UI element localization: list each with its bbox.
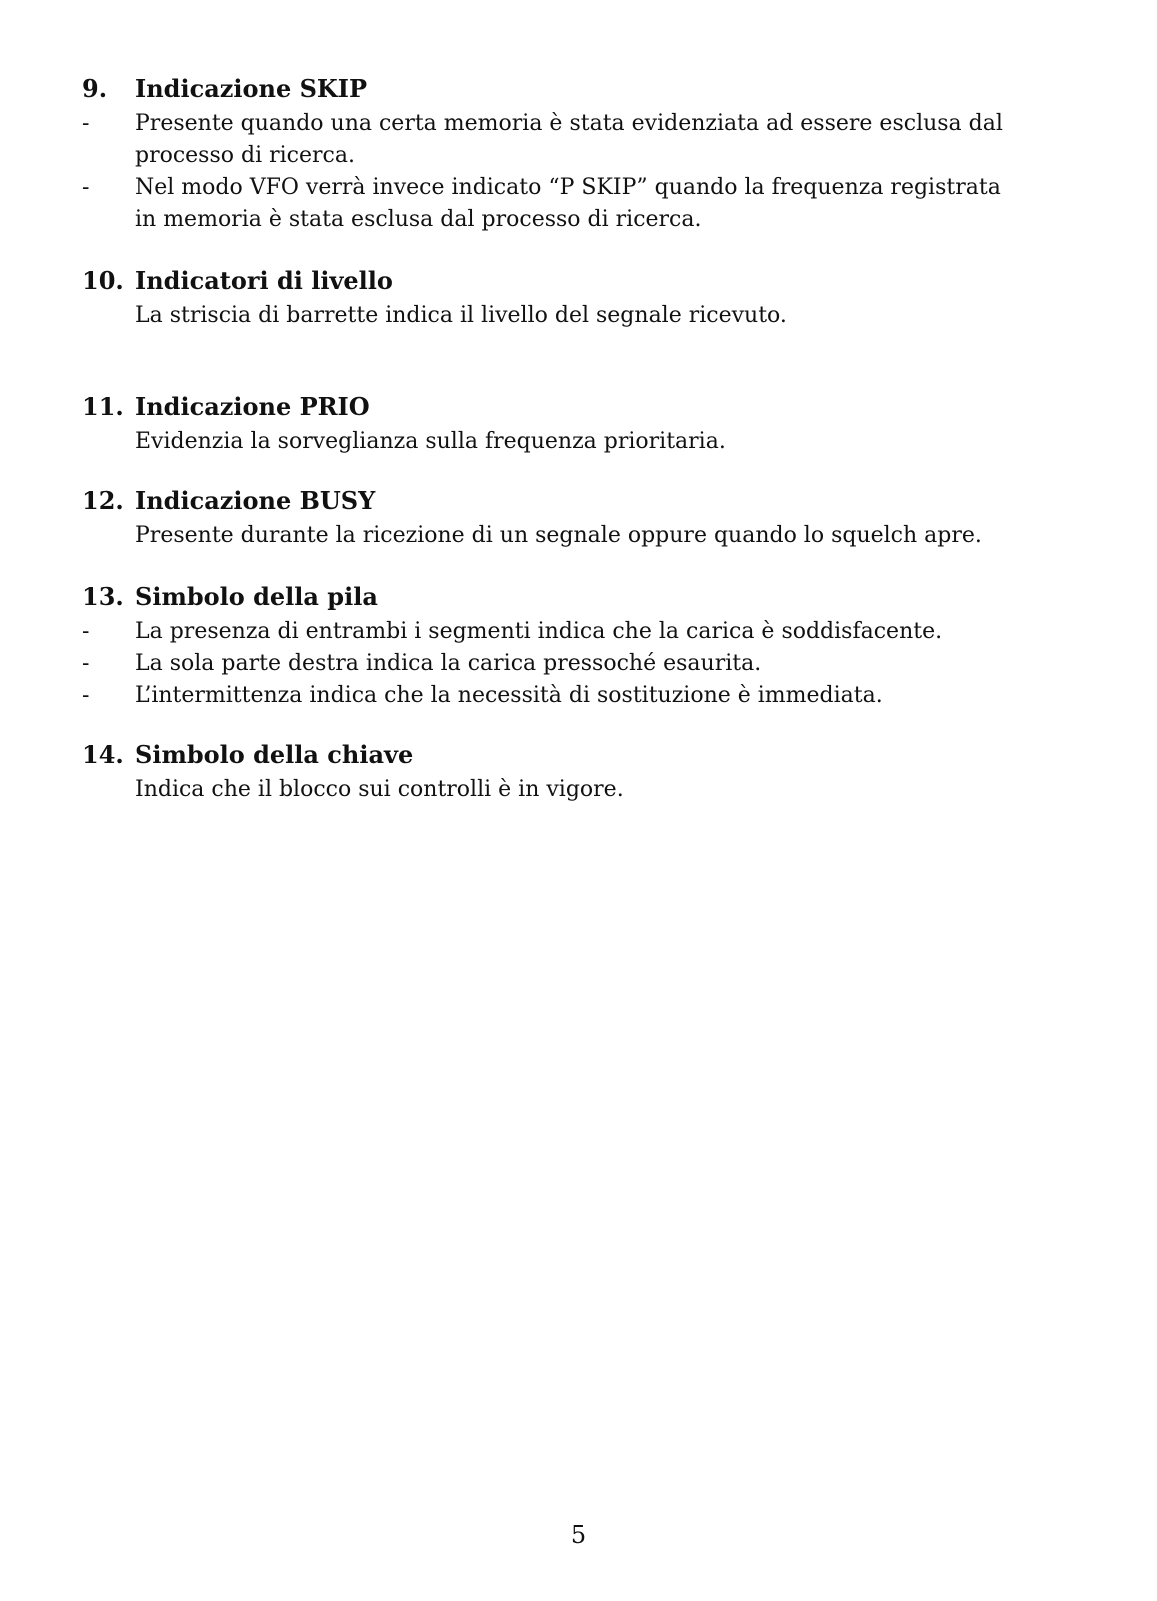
section-title: Indicatori di livello	[135, 266, 393, 295]
section-10	[82, 266, 1082, 332]
section-text: Presente durante la ricezione di un segnale oppure quando lo squelch apre.	[135, 523, 982, 548]
list-item	[82, 172, 1082, 204]
list-item	[82, 108, 1082, 140]
section-title: Simbolo della pila	[135, 582, 378, 611]
section-heading	[82, 582, 1082, 616]
bullet-dash: -	[82, 683, 90, 708]
bullet-dash: -	[82, 651, 90, 676]
section-text: Indica che il blocco sui controlli è in vigore.	[135, 777, 624, 802]
bullet-dash: -	[82, 619, 90, 644]
section-12	[82, 486, 1082, 552]
list-item-text: La sola parte destra indica la carica pressoché esaurita.	[135, 651, 762, 676]
section-heading	[82, 392, 1082, 426]
section-14	[82, 740, 1082, 806]
section-text: Evidenzia la sorveglianza sulla frequenza prioritaria.	[135, 429, 726, 454]
list-item	[82, 616, 1082, 648]
list-item-continuation: processo di ricerca.	[135, 143, 355, 168]
bullet-dash: -	[82, 175, 90, 200]
list-item-text: La presenza di entrambi i segmenti indica che la carica è soddisfacente.	[135, 619, 943, 644]
list-item	[82, 648, 1082, 680]
section-number: 12.	[82, 486, 124, 515]
section-number: 13.	[82, 582, 124, 611]
section-heading	[82, 74, 1082, 108]
section-13	[82, 582, 1082, 712]
section-heading	[82, 740, 1082, 774]
page-number: 5	[570, 1521, 587, 1549]
section-number: 11.	[82, 392, 124, 421]
section-title: Indicazione PRIO	[135, 392, 370, 421]
list-item	[82, 680, 1082, 712]
section-title: Simbolo della chiave	[135, 740, 414, 769]
list-item-text: L’intermittenza indica che la necessità di sostituzione è immediata.	[135, 683, 883, 708]
list-item-text: Nel modo VFO verrà invece indicato “P SKIP” quando la frequenza registrata	[135, 175, 1001, 200]
bullet-dash: -	[82, 111, 90, 136]
section-heading	[82, 486, 1082, 520]
section-number: 10.	[82, 266, 124, 295]
section-title: Indicazione BUSY	[135, 486, 376, 515]
section-9	[82, 74, 1082, 236]
list-item-text: Presente quando una certa memoria è stata evidenziata ad essere esclusa dal	[135, 111, 1003, 136]
section-11	[82, 392, 1082, 458]
section-title: Indicazione SKIP	[135, 74, 368, 103]
list-item-continuation: in memoria è stata esclusa dal processo di ricerca.	[135, 207, 702, 232]
section-heading	[82, 266, 1082, 300]
section-text: La striscia di barrette indica il livello del segnale ricevuto.	[135, 303, 787, 328]
section-number: 9.	[82, 74, 108, 103]
section-number: 14.	[82, 740, 124, 769]
